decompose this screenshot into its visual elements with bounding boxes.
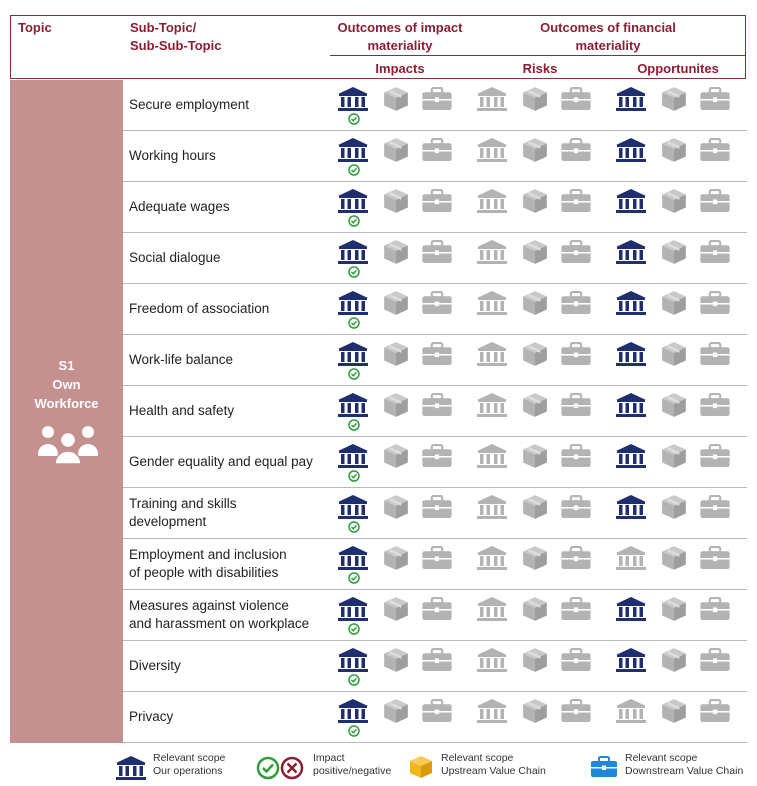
impacts-briefcase-icon [421,189,453,213]
legend-downstream-line1: Relevant scope [625,752,698,764]
opportunities-bank-icon [615,545,647,571]
impacts-box-icon [381,136,411,164]
subtopic-header-line1: Sub-Topic/ [130,20,197,35]
impacts-briefcase-icon [421,87,453,111]
impacts-box-icon [381,493,411,521]
opportunities-briefcase-icon [699,87,731,111]
impacts-briefcase-icon [421,138,453,162]
impacts-briefcase-icon [421,699,453,723]
impacts-box-icon [381,442,411,470]
opportunities-box-icon [659,595,689,623]
positive-check-icon [348,419,360,431]
positive-check-icon [348,113,360,125]
impacts-briefcase-icon [421,393,453,417]
impacts-header: Impacts [375,61,425,76]
impacts-bank-icon [337,188,369,214]
subtopic-label: Privacy [129,709,174,724]
subtopic-label: Freedom of association [129,301,270,316]
positive-check-icon [348,623,360,635]
opportunities-briefcase-icon [699,495,731,519]
opportunities-bank-icon [615,239,647,265]
opportunities-bank-icon [615,698,647,724]
risks-bank-icon [476,341,508,367]
legend-own-operations [153,752,225,778]
impacts-briefcase-icon [421,342,453,366]
risks-briefcase-icon [560,87,592,111]
opportunities-bank-icon [615,86,647,112]
positive-check-icon [348,521,360,533]
impacts-box-icon [381,85,411,113]
subtopic-label: Work-life balance [129,352,234,367]
risks-box-icon [520,595,550,623]
opportunities-box-icon [659,136,689,164]
impacts-box-icon [381,238,411,266]
impacts-bank-icon [337,545,369,571]
risks-bank-icon [476,188,508,214]
positive-check-icon [348,470,360,482]
risks-box-icon [520,340,550,368]
impacts-briefcase-icon [421,291,453,315]
opportunities-briefcase-icon [699,546,731,570]
impacts-briefcase-icon [421,546,453,570]
risks-bank-icon [476,443,508,469]
opportunities-briefcase-icon [699,444,731,468]
risks-briefcase-icon [560,648,592,672]
legend-own-ops-line2: Our operations [153,765,223,777]
risks-bank-icon [476,698,508,724]
impacts-box-icon [381,646,411,674]
financial-outcomes-header-line1: Outcomes of financial [540,20,676,35]
impacts-box-icon [381,187,411,215]
impacts-bank-icon [337,392,369,418]
risks-bank-icon [476,290,508,316]
impact-outcomes-header-line1: Outcomes of impact [337,20,463,35]
bank-icon [115,755,147,781]
subtopic-label: Employment and inclusion of people with disabilities [129,547,287,580]
subtopic-label: Training and skills development [129,496,237,529]
impacts-briefcase-icon [421,597,453,621]
subtopic-label: Secure employment [129,97,250,112]
financial-outcomes-header-line2: materiality [575,38,641,53]
risks-bank-icon [476,137,508,163]
impacts-bank-icon [337,443,369,469]
impacts-box-icon [381,595,411,623]
risks-briefcase-icon [560,240,592,264]
positive-check-icon [348,572,360,584]
impacts-bank-icon [337,698,369,724]
impacts-bank-icon [337,290,369,316]
opportunities-bank-icon [615,188,647,214]
impacts-box-icon [381,697,411,725]
opportunities-box-icon [659,289,689,317]
impacts-bank-icon [337,239,369,265]
risks-bank-icon [476,596,508,622]
opportunities-box-icon [659,544,689,572]
opportunities-briefcase-icon [699,138,731,162]
impacts-bank-icon [337,341,369,367]
opportunities-bank-icon [615,137,647,163]
risks-box-icon [520,391,550,419]
risks-box-icon [520,544,550,572]
risks-briefcase-icon [560,342,592,366]
opportunities-briefcase-icon [699,699,731,723]
box-icon [408,754,434,780]
impacts-box-icon [381,544,411,572]
briefcase-icon [590,756,618,778]
risks-briefcase-icon [560,189,592,213]
opportunities-box-icon [659,646,689,674]
impacts-briefcase-icon [421,444,453,468]
opportunities-briefcase-icon [699,189,731,213]
people-group-icon [36,420,100,464]
impacts-briefcase-icon [421,240,453,264]
positive-check-icon [348,317,360,329]
opportunities-bank-icon [615,392,647,418]
risks-bank-icon [476,86,508,112]
opportunities-bank-icon [615,647,647,673]
impacts-bank-icon [337,137,369,163]
risks-header: Risks [522,61,558,76]
legend-own-ops-line1: Relevant scope [153,752,226,764]
legend-impact-line1: Impact [313,752,345,764]
risks-bank-icon [476,392,508,418]
risks-briefcase-icon [560,495,592,519]
positive-check-icon [348,164,360,176]
opportunities-briefcase-icon [699,393,731,417]
opportunities-bank-icon [615,443,647,469]
risks-bank-icon [476,494,508,520]
subtopic-label: Adequate wages [129,199,230,214]
impacts-briefcase-icon [421,495,453,519]
opportunities-briefcase-icon [699,342,731,366]
risks-box-icon [520,136,550,164]
positive-check-icon [348,725,360,737]
subtopic-label: Measures against violence and harassment on workplace [129,598,310,631]
opportunities-briefcase-icon [699,648,731,672]
impacts-bank-icon [337,596,369,622]
subtopic-label: Social dialogue [129,250,221,265]
opportunities-header: Opportunites [637,61,719,76]
topic-name-line1: Own [52,377,81,392]
risks-box-icon [520,238,550,266]
opportunities-briefcase-icon [699,240,731,264]
opportunities-bank-icon [615,341,647,367]
risks-briefcase-icon [560,546,592,570]
risks-briefcase-icon [560,393,592,417]
impact-outcomes-header-line2: materiality [367,38,433,53]
opportunities-box-icon [659,697,689,725]
opportunities-box-icon [659,187,689,215]
opportunities-bank-icon [615,290,647,316]
opportunities-box-icon [659,340,689,368]
positive-check-icon [348,266,360,278]
positive-check-icon [348,215,360,227]
risks-box-icon [520,187,550,215]
risks-briefcase-icon [560,444,592,468]
legend-upstream [441,752,546,778]
risks-bank-icon [476,239,508,265]
risks-briefcase-icon [560,699,592,723]
subtopic-label: Gender equality and equal pay [129,454,313,469]
impacts-box-icon [381,340,411,368]
risks-briefcase-icon [560,291,592,315]
header-divider [330,55,746,56]
legend-impact-line2: positive/negative [313,765,392,777]
opportunities-briefcase-icon [699,291,731,315]
topic-label [10,356,123,413]
impacts-briefcase-icon [421,648,453,672]
risks-box-icon [520,442,550,470]
opportunities-box-icon [659,391,689,419]
risks-box-icon [520,85,550,113]
opportunities-box-icon [659,442,689,470]
legend-downstream [625,752,743,778]
risks-box-icon [520,493,550,521]
topic-code: S1 [58,358,75,373]
risks-bank-icon [476,647,508,673]
opportunities-box-icon [659,493,689,521]
risks-briefcase-icon [560,597,592,621]
opportunities-briefcase-icon [699,597,731,621]
risks-box-icon [520,697,550,725]
opportunities-bank-icon [615,596,647,622]
risks-box-icon [520,646,550,674]
check-cross-icon [256,756,304,780]
legend-downstream-line2: Downstream Value Chain [625,765,744,777]
legend-upstream-line1: Relevant scope [441,752,514,764]
subtopic-label: Health and safety [129,403,235,418]
positive-check-icon [348,674,360,686]
impacts-box-icon [381,289,411,317]
impacts-bank-icon [337,494,369,520]
subtopic-label: Diversity [129,658,181,673]
risks-bank-icon [476,545,508,571]
topic-header: Topic [18,20,52,35]
subtopic-header-line2: Sub-Sub-Topic [130,38,222,53]
legend-upstream-line2: Upstream Value Chain [441,765,546,777]
impacts-bank-icon [337,86,369,112]
opportunities-box-icon [659,238,689,266]
topic-name-line2: Workforce [34,396,99,411]
positive-check-icon [348,368,360,380]
subtopic-label: Working hours [129,148,216,163]
legend-impact [313,752,391,778]
risks-box-icon [520,289,550,317]
risks-briefcase-icon [560,138,592,162]
impacts-bank-icon [337,647,369,673]
opportunities-bank-icon [615,494,647,520]
opportunities-box-icon [659,85,689,113]
impacts-box-icon [381,391,411,419]
